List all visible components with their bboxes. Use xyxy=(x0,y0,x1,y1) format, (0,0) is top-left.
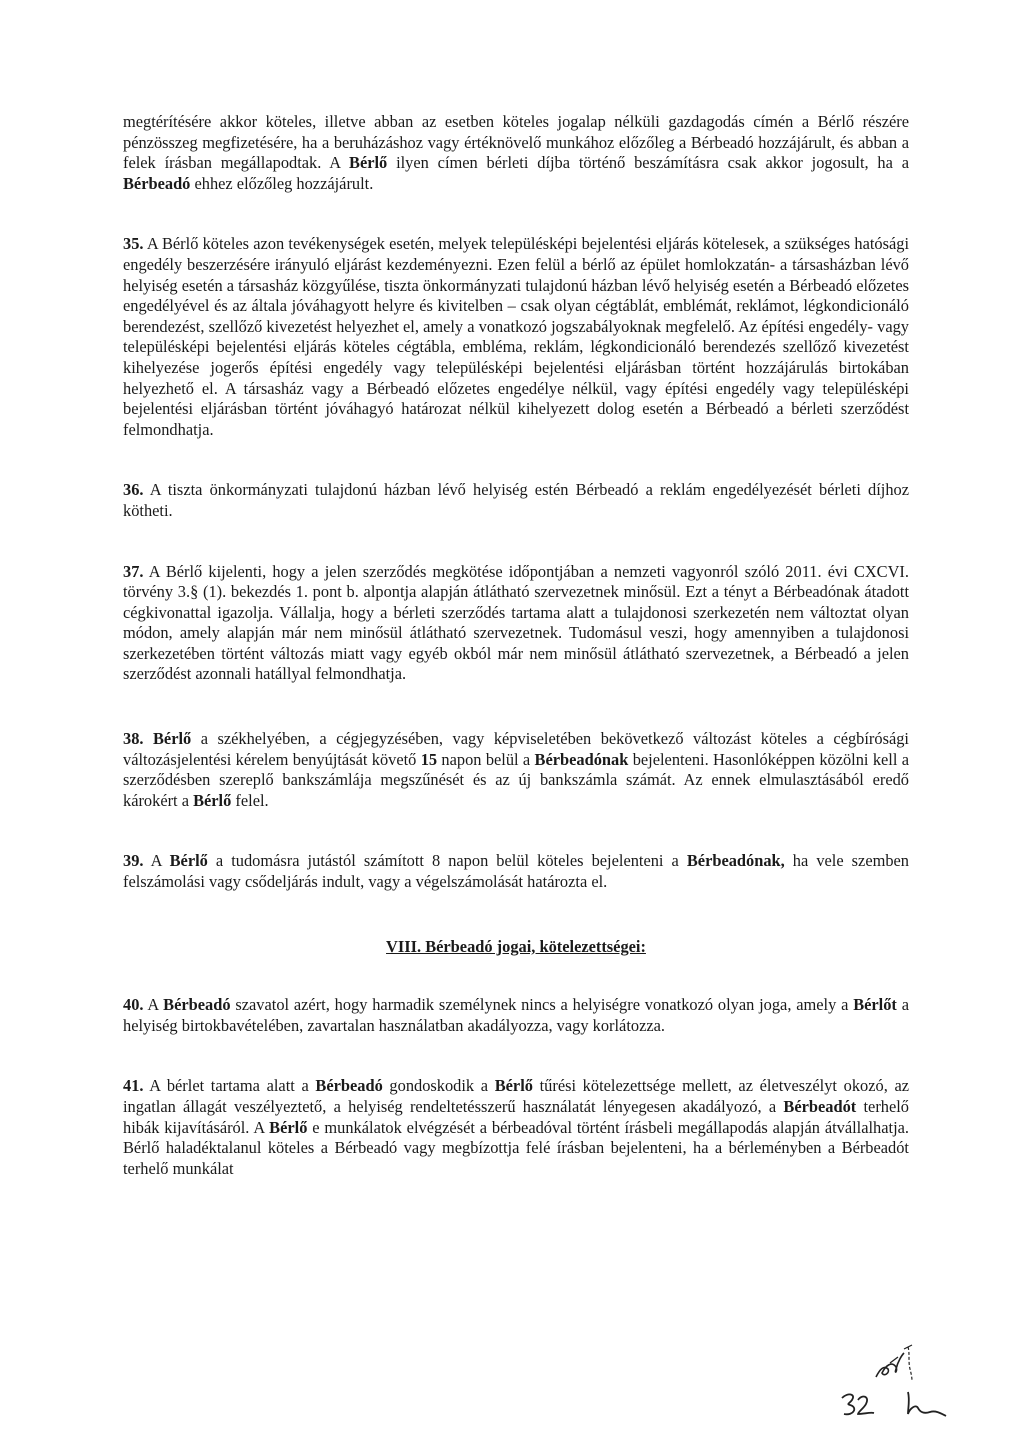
paragraph-number: 35. xyxy=(123,234,144,254)
bold-term: Bérbeadónak, xyxy=(686,851,785,871)
bold-term: Bérlő xyxy=(349,153,388,173)
bold-term: Bérlő xyxy=(193,790,232,810)
paragraph-38 xyxy=(123,729,909,811)
bold-term: Bérlő xyxy=(169,851,208,871)
paragraph-37 xyxy=(123,562,909,686)
handwritten-page-number xyxy=(838,1388,948,1422)
section-heading: VIII. Bérbeadó jogai, kötelezettségei: xyxy=(386,936,646,956)
handwritten-initials xyxy=(868,1343,928,1385)
text: ilyen címen bérleti díjba történő beszámításra csak akkor jogosult, ha a xyxy=(387,153,909,173)
bold-term: Bérlő xyxy=(494,1076,533,1096)
text: a helyiség birtokbavételében, zavartalan használatban akadályozza, vagy korlátozza. xyxy=(123,995,909,1035)
bold-term: 15 xyxy=(420,749,438,769)
text: A tiszta önkormányzati tulajdonú házban lévő helyiség estén Bérbeadó a reklám engedélyezését bérleti díjhoz kötheti. xyxy=(123,480,909,520)
text: a tudomásra jutástól számított 8 napon belül köteles bejelenteni a xyxy=(207,851,687,871)
bold-term: Bérlő xyxy=(152,729,192,749)
bold-term: Bérbeadó xyxy=(315,1076,383,1096)
paragraph-39 xyxy=(123,851,909,892)
text: terhelő hibák kijavításáról. A xyxy=(123,1097,910,1137)
bold-term: Bérbeadó xyxy=(123,173,191,193)
text: A bérlet tartama alatt a xyxy=(143,1076,316,1096)
text: bejelenteni. Hasonlóképpen közölni kell a szerződésben szereplő bankszámlája megszűnését és az új bankszámla számát. Az ennek elmulasztásából eredő károkért a xyxy=(123,749,910,810)
bold-term: Bérbeadónak xyxy=(534,749,629,769)
text: A Bérlő kijelenti, hogy a jelen szerződés megkötése időpontjában a nemzeti vagyonról szóló 2011. évi CXCVI. törvény 3.§ (1). bekezdés 1. pont b. alpontja alapján átlátható szervezetnek minősül. Ezt a tényt a Bérbeadónak átadott cégkivonattal igazolja. Vállalja, hogy a bérleti szerződés tartama alatt a tulajdonosi szerkezetén nem változtat olyan módon, amely alapján már nem minősül átlátható szervezetnek. Tudomásul veszi, hogy amennyiben a tulajdonosi szerkezetében történt változás miatt vagy egyéb okból már nem minősül átlátható szervezetnek, a Bérbeadó a jelen szerződést azonnali hatállyal felmondhatja. xyxy=(123,561,909,684)
text: e munkálatok elvégzését a bérbeadóval történt írásbeli megállapodás alapján átvállalhatja. Bérlő haladéktalanul köteles a Bérbeadó vagy megbízottja felé írásban bejelenteni, ha a bérleményben a Bérbeadót terhelő munkálat xyxy=(123,1117,910,1178)
paragraph-number: 37. xyxy=(123,561,144,581)
paragraph-35 xyxy=(123,234,909,440)
text: A xyxy=(143,995,164,1015)
text: felel. xyxy=(231,790,269,810)
paragraph-number: 36. xyxy=(123,480,144,500)
paragraph-36 xyxy=(123,480,909,521)
text: A Bérlő köteles azon tevékenységek esetén, melyek településképi bejelentési eljárás kötelesek, a szükséges hatósági engedély beszerzésére irányuló eljárást kezdeményezni. Ezen felül a bérlő az épület homlokzatán- a társasházban lévő helyiség esetén a társasház közgyűlése, tiszta önkormányzati tulajdonú házban lévő helyiség esetén a Bérbeadó előzetes engedélyével és az általa jóváhagyott helyre és kivitelben – csak olyan cégtáblát, emblémát, reklámot, légkondicionáló berendezést, szellőző kivezetést helyezhet el, amely a vonatkozó jogszabályoknak megfelelő. Az építési engedély- vagy településképi bejelentési eljárás köteles cégtábla, embléma, reklám, légkondicionáló berendezés szellőző kivezetést kihelyezése jogerős építési engedély vagy településképi bejelentési eljárásban történt hozzájárulás birtokában helyezhető el. A társasház vagy a Bérbeadó előzetes engedélye nélkül, vagy építési engedély vagy településképi bejelentési eljárásban történt jóváhagyó határozat nélkül kihelyezett dolog esetén a Bérbeadó a bérleti szerződést felmondhatja. xyxy=(123,234,909,439)
text: szavatol azért, hogy harmadik személynek nincs a helyiségre vonatkozó olyan joga, amely a xyxy=(230,995,854,1015)
text: megtérítésére akkor köteles, illetve abban az esetben köteles jogalap nélküli gazdagodás címén a Bérlő részére pénzösszeg megfizetésére, ha a beruházáshoz vagy értéknövelő munkához előzőleg a Bérbeadó hozzájárult, és abban a felek írásban megállapodtak. A xyxy=(123,112,909,173)
text: tűrési kötelezettsége mellett, az életveszélyt okozó, az ingatlan állagát veszélyeztető, a helyiség rendeltetésszerű használatát lényegesen akadályozó, a xyxy=(123,1076,909,1116)
paragraph-intro xyxy=(123,112,909,194)
text: ehhez előzőleg hozzájárult. xyxy=(190,173,374,193)
document-page xyxy=(123,112,909,1179)
text: napon belül a xyxy=(437,749,535,769)
paragraph-number: 40. xyxy=(123,995,144,1015)
paragraph-number: 38. xyxy=(123,729,144,749)
bold-term: Bérlő xyxy=(269,1117,308,1137)
paragraph-number: 41. xyxy=(123,1076,144,1096)
text: a székhelyében, a cégjegyzésében, vagy képviseletében bekövetkező változást köteles a cégbírósági változásjelentési kérelem benyújtását követő xyxy=(123,729,909,769)
bold-term: Bérbeadót xyxy=(783,1097,857,1116)
paragraph-41 xyxy=(123,1076,909,1179)
text: ha vele szemben felszámolási vagy csődeljárás indult, vagy a végelszámolását határozta el. xyxy=(123,851,910,892)
bold-term: Bérbeadó xyxy=(163,995,231,1015)
text: gondoskodik a xyxy=(382,1076,495,1096)
bold-term: Bérlőt xyxy=(853,995,897,1015)
paragraph-40 xyxy=(123,995,909,1036)
paragraph-number: 39. xyxy=(123,851,144,871)
text: A xyxy=(143,851,170,871)
